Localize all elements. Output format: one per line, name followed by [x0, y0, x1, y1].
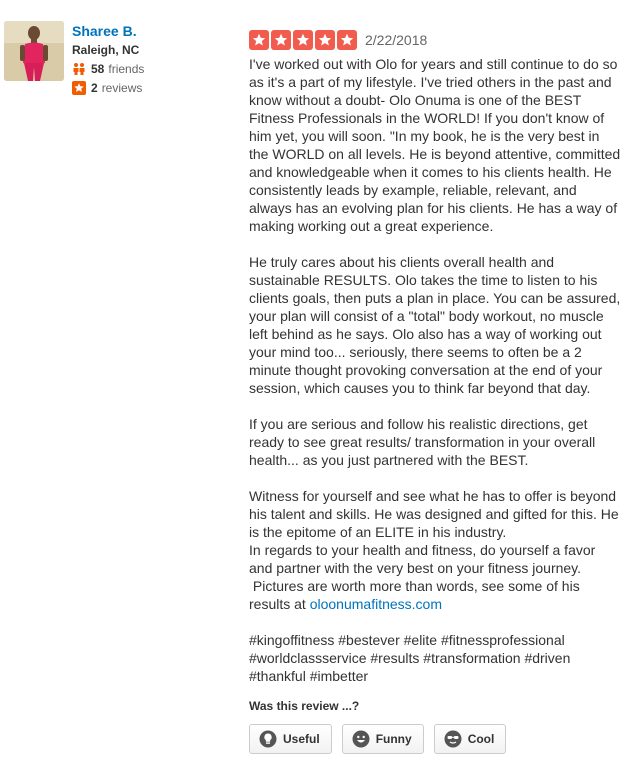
review-line: In regards to your health and fitness, do yourself a favor and partner with the very best on your fitness journey. — [249, 542, 596, 576]
review-date: 2/22/2018 — [365, 32, 428, 48]
rating-row — [249, 30, 621, 50]
star-icon — [293, 30, 313, 50]
funny-label: Funny — [375, 732, 412, 746]
reviews-label: reviews — [101, 81, 143, 95]
review-paragraph — [249, 487, 621, 613]
star-icon — [249, 30, 269, 50]
user-avatar[interactable] — [4, 21, 64, 81]
friends-count-value: 58 — [91, 62, 105, 76]
smiley-icon — [352, 730, 370, 748]
review-hashtags: #kingoffitness #bestever #elite #fitnessprofessional #worldclassservice #results #transformation #driven #thankful #imbetter — [249, 632, 571, 684]
review-text — [249, 55, 621, 685]
review-paragraph: He truly cares about his clients overall health and sustainable RESULTS. Olo takes the time to listen to his clients goals, then puts a plan in place. You can be assured, your plan will consist of a "total" body workout, no muscle left behind as he says. Olo also has a way of working out your mind too... seriously, there seems to often be a 2 minute thought provoking conversation at the end of your session, which causes you to think far beyond that day. — [249, 254, 621, 396]
reviews-count — [72, 80, 144, 96]
friends-label: friends — [108, 62, 145, 76]
funny-button[interactable] — [342, 724, 424, 754]
review-paragraph: If you are serious and follow his realistic directions, get ready to see great results/ transformation in your overall health... as you just partnered with the BEST. — [249, 416, 596, 468]
cool-label: Cool — [467, 732, 495, 746]
review-line: Witness for yourself and see what he has to offer is beyond his talent and skills. He was designed and gifted for this. He is the epitome of an ELITE in his industry. — [249, 488, 619, 540]
useful-button[interactable] — [249, 724, 332, 754]
lightbulb-icon — [259, 730, 277, 748]
friends-icon — [72, 62, 86, 76]
sunglasses-icon — [444, 730, 462, 748]
useful-label: Useful — [283, 732, 320, 746]
friends-count — [72, 61, 144, 77]
reviews-count-value: 2 — [91, 81, 98, 95]
star-icon — [315, 30, 335, 50]
star-rating — [249, 30, 357, 50]
review-star-icon — [72, 81, 86, 95]
website-link[interactable]: oloonumafitness.com — [309, 596, 442, 612]
vote-buttons — [249, 724, 621, 754]
feedback-prompt: Was this review ...? — [249, 699, 360, 713]
star-icon — [337, 30, 357, 50]
review-content — [249, 30, 621, 754]
review-paragraph: I've worked out with Olo for years and still continue to do so as it's a part of my lifestyle. I've tried others in the past and know without a doubt- Olo Onuma is one of the BEST Fitness Professionals in the WORLD! If you don't know of him yet, you will soon. "In my book, he is the very best in the WORLD on all levels. He is beyond attentive, committed and knowledgeable when it comes to his clients health. He consistently leads by example, reliable, relevant, and always has an evolving plan for his clients. He has a way of making working out a great experience. — [249, 56, 621, 234]
user-info — [72, 22, 144, 96]
user-location: Raleigh, NC — [72, 43, 140, 57]
star-icon — [271, 30, 291, 50]
cool-button[interactable] — [434, 724, 507, 754]
review-line: Pictures are worth more than words, see some of his results at — [249, 578, 584, 612]
user-name-link[interactable]: Sharee B. — [72, 23, 137, 39]
